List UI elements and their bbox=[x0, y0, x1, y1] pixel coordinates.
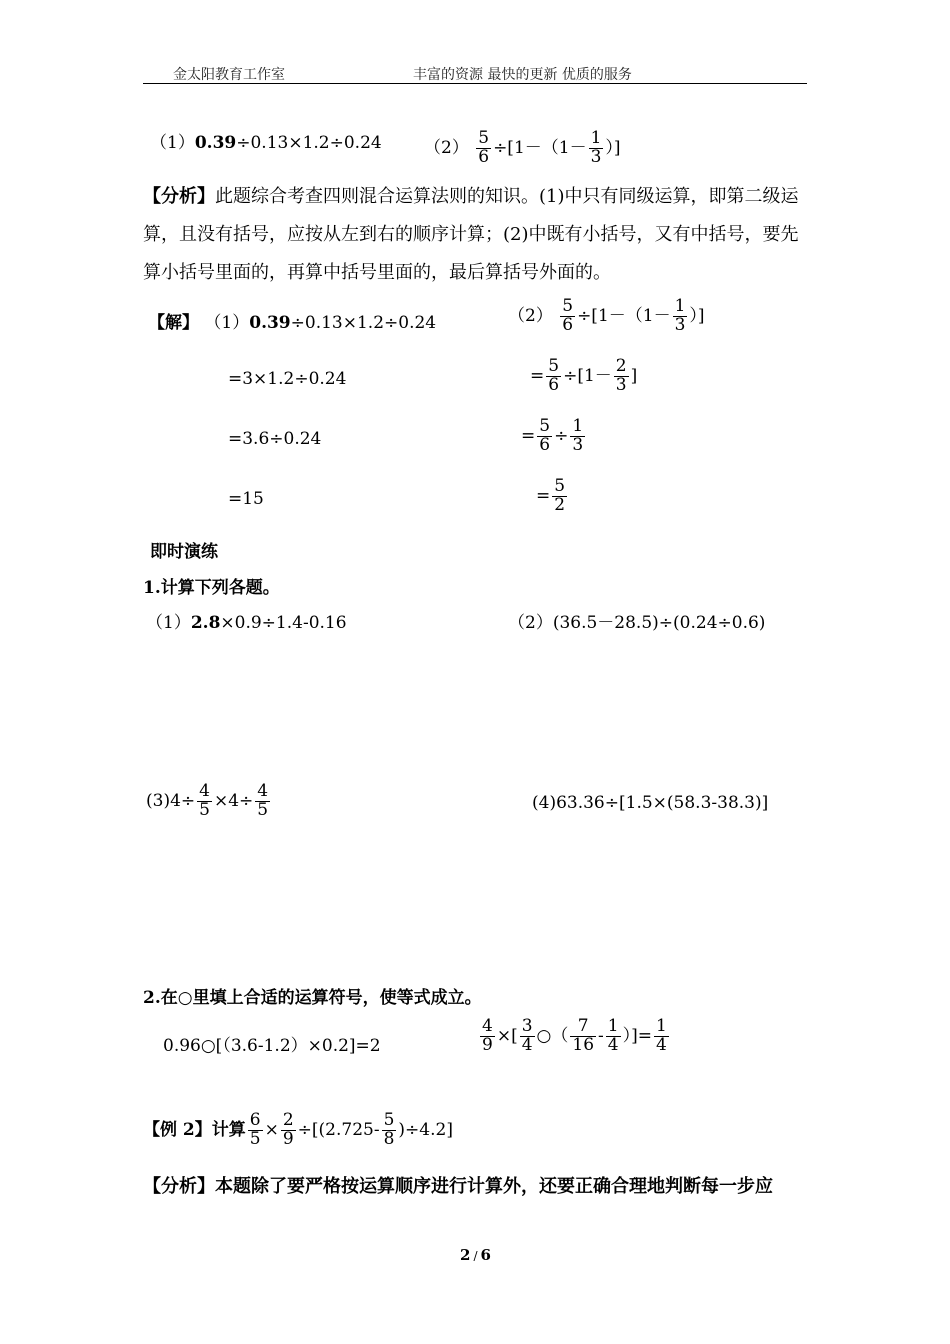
problem-1-expression: ÷0.13×1.2÷0.24 bbox=[236, 133, 382, 153]
expression-part: ×[ bbox=[496, 1025, 518, 1046]
fraction: $\frac{4}{5}$ bbox=[257, 781, 269, 820]
page-separator: / bbox=[473, 1249, 478, 1263]
expression-part: ÷[1－（1－ bbox=[493, 137, 587, 158]
expression-part: ÷[(2.725- bbox=[297, 1119, 380, 1140]
part-expression: ×0.9÷1.4-0.16 bbox=[220, 613, 347, 633]
expression-part: ÷[1－ bbox=[563, 365, 612, 386]
expression-part: × bbox=[264, 1119, 279, 1140]
expression-part: - bbox=[598, 1025, 604, 1046]
fraction: $\frac{5}{2}$ bbox=[554, 476, 566, 515]
equals-sign: = bbox=[536, 485, 551, 506]
expression-part: )÷4.2] bbox=[398, 1119, 453, 1140]
practice-question-1-title: 1.计算下列各题。 bbox=[143, 578, 280, 598]
practice-q1-part-1 bbox=[146, 608, 347, 633]
solution-2-step-3 bbox=[536, 478, 569, 515]
analysis-2 bbox=[143, 1172, 773, 1198]
page-total: 6 bbox=[480, 1246, 491, 1264]
fraction: $\frac{5}{6}$ bbox=[539, 416, 551, 455]
fraction: $\frac{5}{6}$ bbox=[562, 296, 574, 335]
practice-q1-part-3 bbox=[146, 783, 272, 820]
fraction: $\frac{1}{3}$ bbox=[572, 416, 584, 455]
solution-1-expression: ÷0.13×1.2÷0.24 bbox=[290, 313, 437, 333]
fraction: $\frac{4}{9}$ bbox=[482, 1016, 493, 1055]
solution-label: 【解】 bbox=[148, 313, 199, 333]
problem-2 bbox=[424, 130, 621, 167]
fraction: $\frac{1}{3}$ bbox=[674, 296, 686, 335]
solution-1 bbox=[148, 308, 436, 333]
fraction: $\frac{4}{5}$ bbox=[199, 781, 210, 820]
expression-part: ÷ bbox=[554, 425, 569, 446]
solution-2-label: （2） bbox=[508, 305, 553, 326]
problem-1-number: 0.39 bbox=[194, 133, 237, 153]
expression-part: ）] bbox=[689, 305, 705, 326]
practice-q2-equation-1: 0.96○[（3.6-1.2）×0.2]=2 bbox=[163, 1036, 381, 1056]
expression-part: ×4÷ bbox=[213, 790, 254, 811]
expression-part: ] bbox=[630, 365, 638, 386]
expression-part: ）] bbox=[605, 137, 621, 158]
page-number bbox=[460, 1246, 491, 1264]
solution-1-step-1: =3×1.2÷0.24 bbox=[228, 369, 347, 389]
analysis-label: 【分析】 bbox=[143, 186, 215, 207]
problem-2-label: （2） bbox=[424, 137, 469, 158]
example-2 bbox=[143, 1112, 453, 1149]
fraction: $\frac{6}{5}$ bbox=[249, 1110, 261, 1149]
fraction: $\frac{3}{4}$ bbox=[521, 1016, 533, 1055]
fraction: $\frac{5}{6}$ bbox=[548, 356, 560, 395]
practice-title: 即时演练 bbox=[150, 542, 218, 562]
example-label: 【例 2】 bbox=[143, 1119, 212, 1140]
solution-1-step-3: =15 bbox=[228, 489, 264, 509]
solution-1-step-2: =3.6÷0.24 bbox=[228, 429, 322, 449]
problem-1-label: （1） bbox=[150, 133, 195, 153]
fraction: $\frac{2}{3}$ bbox=[615, 356, 627, 395]
analysis-text: 本题除了要严格按运算顺序进行计算外，还要正确合理地判断每一步应 bbox=[215, 1176, 773, 1197]
equals-sign: = bbox=[521, 425, 536, 446]
analysis-text: 此题综合考查四则混合运算法则的知识。(1)中只有同级运算，即第二级运算，且没有括号，应按从左到右的顺序计算；(2)中既有小括号，又有中括号，要先算小括号里面的，再算中括号里面的，最后算括号外面的。 bbox=[143, 186, 799, 283]
header-rule bbox=[143, 83, 807, 84]
part-label: （1） bbox=[146, 613, 191, 633]
fraction: $\frac{2}{9}$ bbox=[282, 1110, 294, 1149]
analysis-1 bbox=[143, 178, 813, 292]
solution-2 bbox=[508, 298, 705, 335]
expression-part: ○（ bbox=[536, 1025, 569, 1046]
equals-sign: = bbox=[530, 365, 545, 386]
header-right: 丰富的资源 最快的更新 优质的服务 bbox=[413, 67, 632, 83]
solution-2-step-1 bbox=[530, 358, 637, 395]
analysis-label: 【分析】 bbox=[143, 1176, 215, 1197]
fraction: $\frac{1}{4}$ bbox=[607, 1016, 619, 1055]
fraction: $\frac{5}{8}$ bbox=[383, 1110, 395, 1149]
practice-q1-part-2: （2）(36.5－28.5)÷(0.24÷0.6) bbox=[508, 613, 766, 633]
fraction: $\frac{7}{16}$ bbox=[572, 1016, 595, 1055]
solution-2-step-2 bbox=[521, 418, 587, 455]
practice-question-2-title: 2.在○里填上合适的运算符号，使等式成立。 bbox=[143, 988, 482, 1008]
fraction: $\frac{5}{6}$ bbox=[478, 128, 490, 167]
fraction: $\frac{1}{3}$ bbox=[590, 128, 602, 167]
fraction: $\frac{1}{4}$ bbox=[656, 1016, 667, 1055]
page-current: 2 bbox=[460, 1246, 471, 1264]
header-left: 金太阳教育工作室 bbox=[173, 67, 285, 83]
practice-q1-part-4: (4)63.36÷[1.5×(58.3-38.3)] bbox=[532, 793, 769, 813]
expression-part: ）]= bbox=[622, 1025, 652, 1046]
practice-q2-equation-2 bbox=[478, 1018, 671, 1055]
expression-part: ÷[1－（1－ bbox=[577, 305, 671, 326]
part-label: (3)4÷ bbox=[146, 790, 196, 811]
solution-1-label: （1） bbox=[204, 313, 250, 333]
part-number: 2.8 bbox=[190, 613, 221, 633]
example-calc: 计算 bbox=[211, 1119, 246, 1140]
problem-1 bbox=[150, 128, 382, 153]
solution-1-number: 0.39 bbox=[249, 313, 291, 333]
